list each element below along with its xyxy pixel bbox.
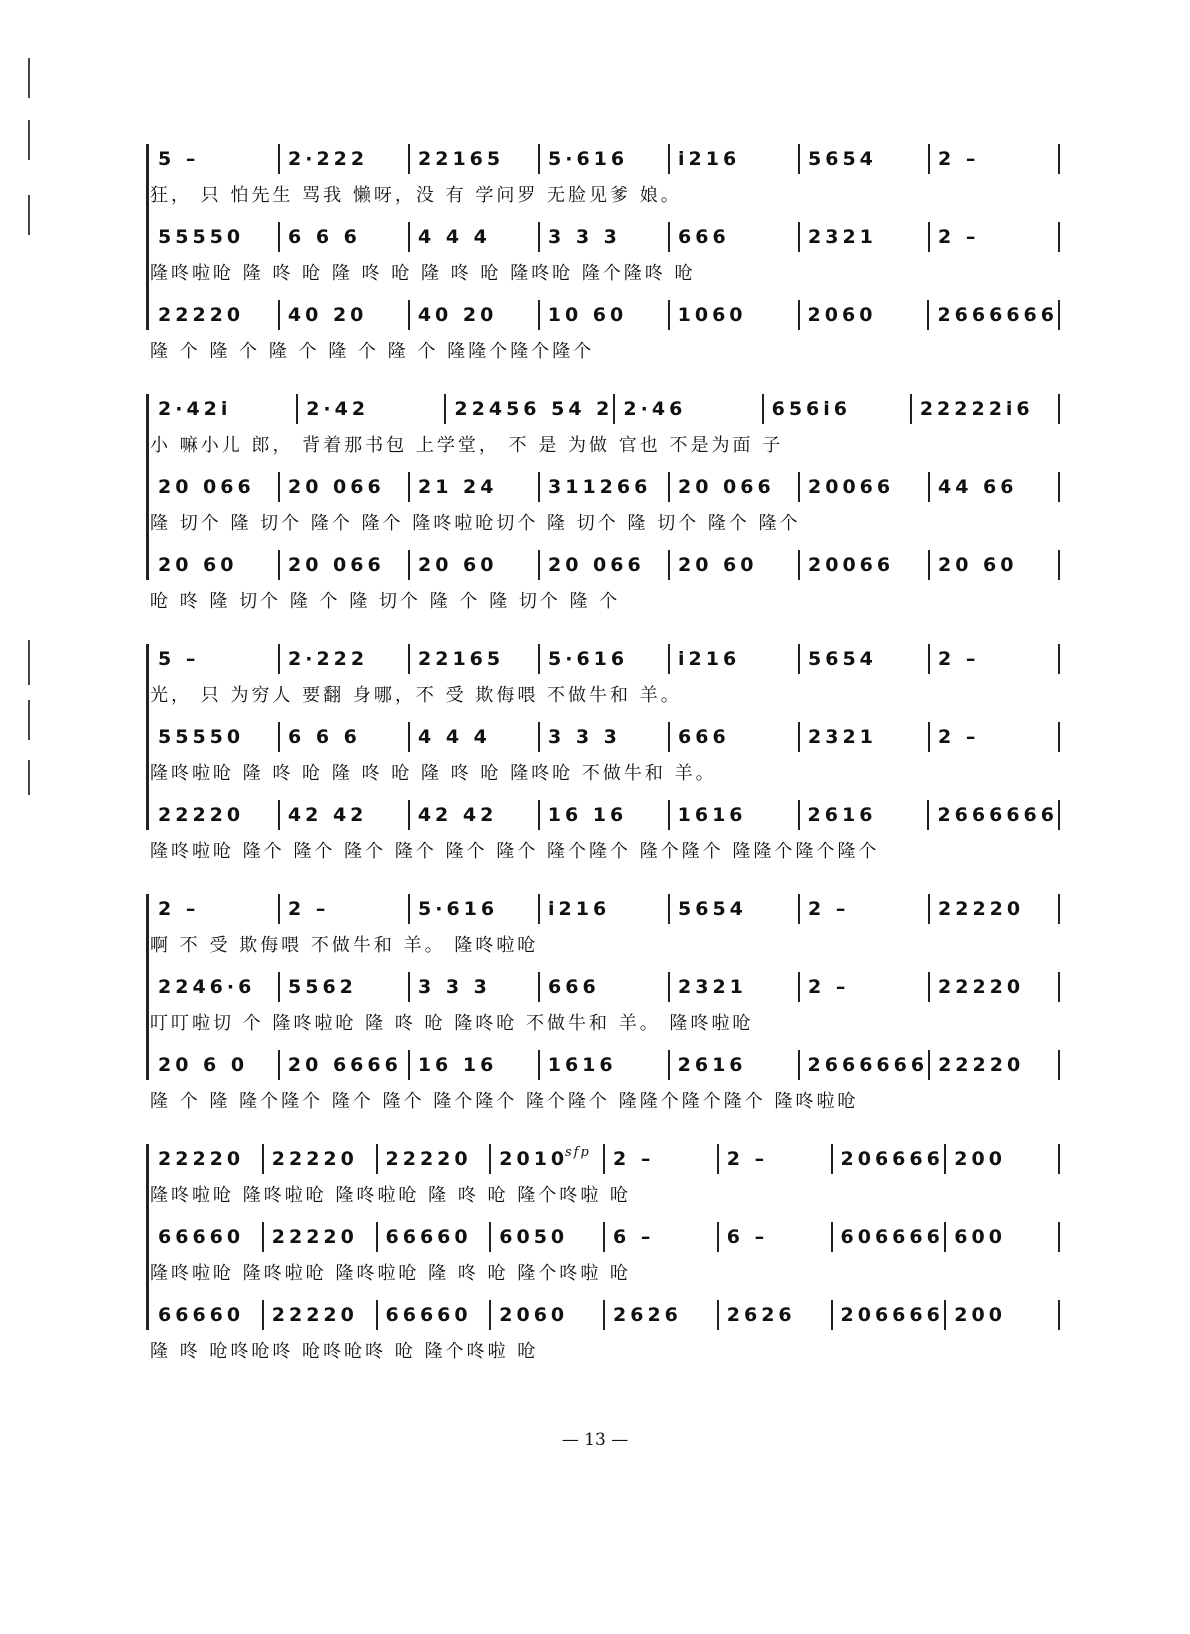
measure: 3 3 3 — [538, 222, 668, 252]
measure: 2·222 — [278, 644, 408, 674]
measure: 20 6 0 — [158, 1054, 249, 1076]
measure: 20 066 — [278, 472, 408, 502]
measure: 2 – — [928, 222, 1060, 252]
measure: 20 066 — [158, 476, 255, 498]
score-system — [150, 140, 1060, 374]
measure: 4 4 4 — [408, 722, 538, 752]
measure: 2626 — [717, 1300, 831, 1330]
measure: 5654 — [798, 144, 928, 174]
measure: 666 — [668, 222, 798, 252]
measure: 6 6 6 — [278, 222, 408, 252]
measure: 40 20 — [278, 300, 408, 330]
voice-part — [150, 890, 1060, 968]
notation-row — [150, 296, 1060, 330]
measure: 2666666 — [927, 800, 1060, 830]
measure: 4 4 4 — [408, 222, 538, 252]
score-system — [150, 1140, 1060, 1374]
measure: 2 – — [717, 1144, 831, 1174]
lyric-line: 啊 不 受 欺侮喂 不做牛和 羊。 隆咚啦呛 — [150, 935, 539, 956]
measure: 666 — [668, 722, 798, 752]
measure: 2 – — [278, 894, 408, 924]
lyric-line: 隆 切个 隆 切个 隆个 隆个 隆咚啦呛切个 隆 切个 隆 切个 隆个 隆个 — [150, 513, 801, 534]
notation-row — [150, 890, 1060, 924]
measure: 20066 — [798, 472, 928, 502]
measure: 2 – — [928, 722, 1060, 752]
measure: 22220 — [928, 894, 1060, 924]
measure: 2321 — [798, 722, 928, 752]
measure: 21 24 — [408, 472, 538, 502]
measure: 2 – — [928, 144, 1060, 174]
measure: 5·616 — [538, 144, 668, 174]
measure: 2 – — [798, 894, 928, 924]
measure: 2·46 — [613, 394, 761, 424]
notation-row — [150, 218, 1060, 252]
lyric-line: 呛 咚 隆 切个 隆 个 隆 切个 隆 个 隆 切个 隆 个 — [150, 591, 621, 612]
voice-part — [150, 546, 1060, 624]
measure: 1060 — [668, 300, 798, 330]
measure: 2616 — [798, 800, 928, 830]
measure: 22220 — [928, 972, 1060, 1002]
measure: 20 066 — [278, 550, 408, 580]
measure: 44 66 — [928, 472, 1060, 502]
notation-row — [150, 1218, 1060, 1252]
measure: 20 60 — [158, 554, 238, 576]
notation-row — [150, 796, 1060, 830]
measure: 16 16 — [538, 800, 668, 830]
measure: 42 42 — [408, 800, 538, 830]
measure: 5 – — [158, 648, 200, 670]
voice-part — [150, 718, 1060, 796]
voice-part — [150, 1296, 1060, 1374]
voice-part — [150, 796, 1060, 874]
lyric-line: 隆咚啦呛 隆咚啦呛 隆咚啦呛 隆 咚 呛 隆个咚啦 呛 — [150, 1185, 632, 1206]
measure: 2 – — [603, 1144, 717, 1174]
measure: 206666 — [831, 1144, 945, 1174]
lyric-line: 隆咚啦呛 隆咚啦呛 隆咚啦呛 隆 咚 呛 隆个咚啦 呛 — [150, 1263, 632, 1284]
measure: 200 — [944, 1144, 1060, 1174]
measure: 1616 — [538, 1050, 668, 1080]
measure: 10 60 — [538, 300, 668, 330]
voice-part — [150, 390, 1060, 468]
measure: 2321 — [798, 222, 928, 252]
notation-row — [150, 390, 1060, 424]
measure: 22220 — [158, 1148, 245, 1170]
measure: 20 60 — [408, 550, 538, 580]
notation-row — [150, 546, 1060, 580]
measure: 2060 — [489, 1300, 603, 1330]
measure: 2010 — [489, 1144, 603, 1174]
score-system — [150, 890, 1060, 1124]
measure: 20 066 — [668, 472, 798, 502]
measure: 5654 — [798, 644, 928, 674]
measure: 5·616 — [408, 894, 538, 924]
voice-part — [150, 640, 1060, 718]
lyric-line: 隆 个 隆 个 隆 个 隆 个 隆 个 隆隆个隆个隆个 — [150, 341, 595, 362]
measure: 2246·6 — [158, 976, 256, 998]
notation-row — [150, 640, 1060, 674]
voice-part — [150, 1140, 1060, 1218]
measure: 22165 — [408, 144, 538, 174]
measure: 311266 — [538, 472, 668, 502]
dynamic-marking: sfp — [565, 1145, 591, 1160]
lyric-line: 小 嘛小儿 郎， 背着那书包 上学堂， 不 是 为做 官也 不是为面 子 — [150, 435, 784, 456]
measure: 2 – — [158, 898, 200, 920]
voice-part — [150, 140, 1060, 218]
measure: 66660 — [376, 1222, 490, 1252]
measure: 600 — [944, 1222, 1060, 1252]
measure: 656i6 — [762, 394, 910, 424]
measure: 200 — [944, 1300, 1060, 1330]
measure: 22220 — [262, 1144, 376, 1174]
measure: 2666666 — [927, 300, 1060, 330]
measure: 55550 — [158, 226, 245, 248]
measure: 6 6 6 — [278, 722, 408, 752]
measure: 16 16 — [408, 1050, 538, 1080]
measure: 2616 — [668, 1050, 798, 1080]
lyric-line: 隆咚啦呛 隆个 隆个 隆个 隆个 隆个 隆个 隆个隆个 隆个隆个 隆隆个隆个隆个 — [150, 841, 880, 862]
measure: 22456 54 2 — [444, 394, 613, 424]
voice-part — [150, 218, 1060, 296]
lyric-line: 叮叮啦切 个 隆咚啦呛 隆 咚 呛 隆咚呛 不做牛和 羊。 隆咚啦呛 — [150, 1013, 754, 1034]
measure: 22220 — [262, 1222, 376, 1252]
measure: 606666 — [831, 1222, 945, 1252]
measure: i216 — [538, 894, 668, 924]
measure: 2·42i — [158, 398, 232, 420]
measure: 22220 — [158, 804, 245, 826]
measure: 20 066 — [538, 550, 668, 580]
measure: i216 — [668, 144, 798, 174]
measure: 55550 — [158, 726, 245, 748]
notation-row — [150, 718, 1060, 752]
measure: 6050 — [489, 1222, 603, 1252]
measure: 22165 — [408, 644, 538, 674]
measure: 2666666 — [798, 1050, 929, 1080]
measure: i216 — [668, 644, 798, 674]
voice-part — [150, 468, 1060, 546]
measure: 5654 — [668, 894, 798, 924]
score — [150, 140, 1060, 1390]
measure: 20 60 — [928, 550, 1060, 580]
lyric-line: 隆咚啦呛 隆 咚 呛 隆 咚 呛 隆 咚 呛 隆咚呛 不做牛和 羊。 — [150, 763, 717, 784]
measure: 2060 — [798, 300, 928, 330]
measure: 22220 — [262, 1300, 376, 1330]
measure: 66660 — [376, 1300, 490, 1330]
voice-part — [150, 1046, 1060, 1124]
measure: 22220 — [376, 1144, 490, 1174]
score-system — [150, 390, 1060, 624]
measure: 66660 — [158, 1226, 245, 1248]
measure: 5562 — [278, 972, 408, 1002]
measure: 2 – — [798, 972, 928, 1002]
voice-part — [150, 1218, 1060, 1296]
measure: 20 6666 — [278, 1050, 408, 1080]
measure: 2·42 — [296, 394, 444, 424]
measure: 40 20 — [408, 300, 538, 330]
measure: 22222i6 — [910, 394, 1060, 424]
lyric-line: 隆 个 隆 隆个隆个 隆个 隆个 隆个隆个 隆个隆个 隆隆个隆个隆个 隆咚啦呛 — [150, 1091, 859, 1112]
measure: 2·222 — [278, 144, 408, 174]
measure: 2626 — [603, 1300, 717, 1330]
measure: 1616 — [668, 800, 798, 830]
measure: 5 – — [158, 148, 200, 170]
notation-row — [150, 1046, 1060, 1080]
measure: 6 – — [717, 1222, 831, 1252]
notation-row — [150, 1296, 1060, 1330]
measure: 3 3 3 — [538, 722, 668, 752]
page-number: — 13 — — [561, 1430, 629, 1450]
notation-row — [150, 1140, 1060, 1174]
measure: 20066 — [798, 550, 928, 580]
measure: 2 – — [928, 644, 1060, 674]
measure: 206666 — [831, 1300, 945, 1330]
measure: 666 — [538, 972, 668, 1002]
measure: 3 3 3 — [408, 972, 538, 1002]
lyric-line: 光， 只 为穷人 要翻 身哪，不 受 欺侮喂 不做牛和 羊。 — [150, 685, 682, 706]
lyric-line: 隆咚啦呛 隆 咚 呛 隆 咚 呛 隆 咚 呛 隆咚呛 隆个隆咚 呛 — [150, 263, 696, 284]
measure: 22220 — [928, 1050, 1060, 1080]
notation-row — [150, 140, 1060, 174]
score-system — [150, 640, 1060, 874]
measure: 20 60 — [668, 550, 798, 580]
measure: 6 – — [603, 1222, 717, 1252]
notation-row — [150, 468, 1060, 502]
notation-row — [150, 968, 1060, 1002]
voice-part — [150, 968, 1060, 1046]
lyric-line: 狂， 只 怕先生 骂我 懒呀，没 有 学问罗 无脸见爹 娘。 — [150, 185, 682, 206]
measure: 2321 — [668, 972, 798, 1002]
measure: 42 42 — [278, 800, 408, 830]
measure: 66660 — [158, 1304, 245, 1326]
lyric-line: 隆 咚 呛咚呛咚 呛咚呛咚 呛 隆个咚啦 呛 — [150, 1341, 539, 1362]
voice-part — [150, 296, 1060, 374]
measure: 22220 — [158, 304, 245, 326]
measure: 5·616 — [538, 644, 668, 674]
